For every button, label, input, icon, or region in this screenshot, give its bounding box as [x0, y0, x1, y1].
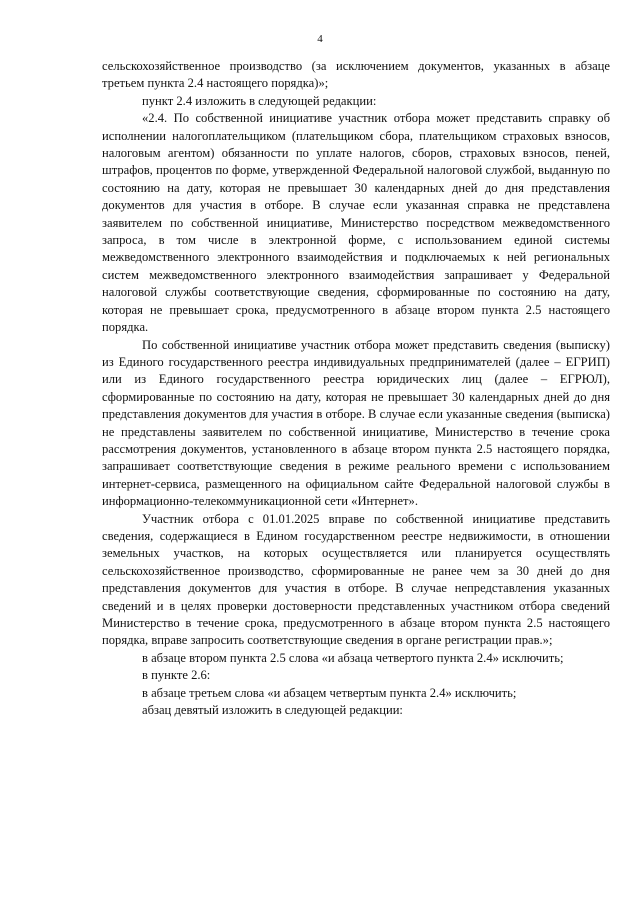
paragraph-amend-2-4: пункт 2.4 изложить в следующей редакции: — [142, 93, 377, 108]
paragraph-continuation: сельскохозяйственное производство (за исключением документов, указанных в абзаце третьем пункта 2.4 настоящего порядка)»; — [102, 59, 610, 91]
paragraph-2-4-text: «2.4. По собственной инициативе участник отбора может представить справку об исполнении налогоплательщиком (плательщиком сбора, плательщиком страховых взносов, налоговым агентом) обязанности по уплате налогов, сборов, страховых взносов, пеней, штрафов, процентов по форме, утвержденной Федеральной налоговой службой, выданную по состоянию на дату, которая не превышает 30 календарных дней до дня представления документов для участия в отборе. В случае если указанная справка не представлена заявителем по собственной инициативе, Министерство посредством межведомственного запроса, в том числе в электронной форме, с использованием единой системы межведомственного электронного взаимодействия и подключаемых к ней региональных систем межведомственного электронного взаимодействия запрашивает у Федеральной налоговой службы соответствующие сведения, сформированные по состоянию на дату, которая не превышает срока, предусмотренного в абзаце втором пункта 2.5 настоящего порядка. — [102, 111, 610, 335]
paragraph-amend-2-6-ninth: абзац девятый изложить в следующей редакции: — [142, 703, 403, 718]
paragraph-item-2-6: в пункте 2.6: — [142, 668, 211, 683]
paragraph-egrn: Участник отбора с 01.01.2025 вправе по собственной инициативе представить сведения, содержащиеся в Едином государственном реестре недвижимости, в отношении земельных участков, на которых осуществляется или планируется осуществлять сельскохозяйственное производство, сформированные не ранее чем за 30 дней до дня представления документов для участия в отборе. В случае непредставления указанных сведений и в целях проверки достоверности представленных участником отбора сведений Министерство в течение срока, предусмотренного в абзаце втором пункта 2.5 настоящего порядка, вправе запросить соответствующие сведения в органе регистрации прав.»; — [102, 511, 610, 648]
document-body — [102, 58, 610, 719]
paragraph-amend-2-6-third: в абзаце третьем слова «и абзацем четвертым пункта 2.4» исключить; — [142, 685, 517, 700]
paragraph-amend-2-5: в абзаце втором пункта 2.5 слова «и абзаца четвертого пункта 2.4» исключить; — [142, 650, 564, 665]
paragraph-egrip-egryul: По собственной инициативе участник отбора может представить сведения (выписку) из Единого государственного реестра индивидуальных предпринимателей (далее – ЕГРИП) или из Единого государственного реестра юридических лиц (далее – ЕГРЮЛ), сформированные по состоянию на дату, которая не превышает 30 календарных дней до дня представления документов для участия в отборе. В случае если указанные сведения (выписка) не представлены заявителем по собственной инициативе, Министерство в течение срока рассмотрения документов, установленного в абзаце втором пункта 2.5 настоящего порядка, запрашивает соответствующие сведения в режиме реального времени с использованием интернет-сервиса, размещенного на официальном сайте Федеральной налоговой службы в информационно-телекоммуникационной сети «Интернет». — [102, 337, 610, 509]
page-number: 4 — [317, 33, 323, 45]
